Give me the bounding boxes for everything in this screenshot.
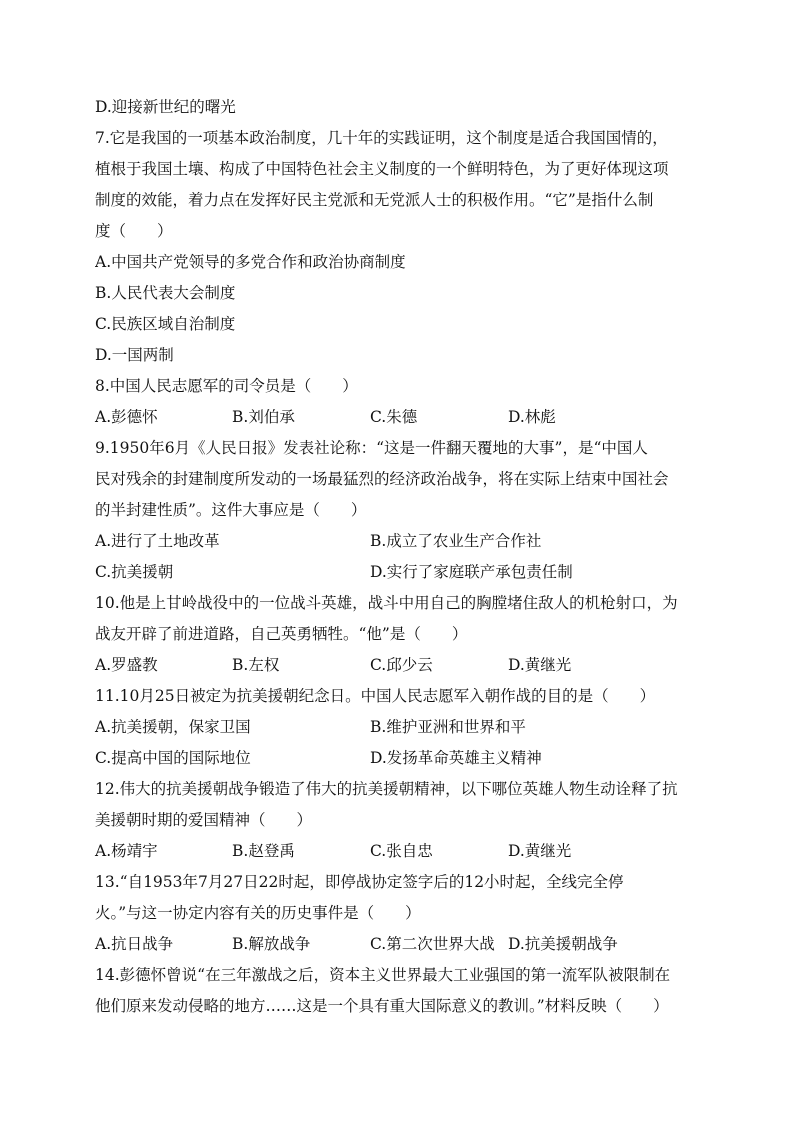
q11-option-b: B.维护亚洲和世界和平 — [370, 718, 526, 736]
q10-stem-line-2: 战友开辟了前进道路，自己英勇牺牲。“他”是（ ） — [95, 625, 468, 643]
question-content — [95, 92, 705, 1022]
q11-option-a: A.抗美援朝，保家卫国 — [95, 718, 251, 736]
q7-option-c: C.民族区域自治制度 — [95, 315, 236, 333]
q13-option-d: D.抗美援朝战争 — [508, 935, 618, 953]
q7-stem-line-1: 7.它是我国的一项基本政治制度，几十年的实践证明，这个制度是适合我国国情的， — [95, 129, 668, 147]
q8-options — [95, 402, 705, 433]
q6-option-d: D.迎接新世纪的曙光 — [95, 98, 236, 116]
q9-stem-line-3: 的半封建性质”。这件大事应是（ ） — [95, 501, 367, 519]
q12-stem-line-1: 12.伟大的抗美援朝战争锻造了伟大的抗美援朝精神，以下哪位英雄人物生动诠释了抗 — [95, 780, 678, 798]
q7-option-a: A.中国共产党领导的多党合作和政治协商制度 — [95, 253, 406, 271]
q12-option-b: B.赵登禹 — [232, 842, 295, 860]
q11-stem: 11.10月25日被定为抗美援朝纪念日。中国人民志愿军入朝作战的目的是（ ） — [95, 687, 656, 705]
q7-option-d: D.一国两制 — [95, 346, 174, 364]
q12-options — [95, 836, 705, 867]
q7-stem-line-4: 度（ ） — [95, 222, 173, 240]
q10-stem-line-1: 10.他是上甘岭战役中的一位战斗英雄，战斗中用自己的胸膛堵住敌人的机枪射口，为 — [95, 594, 678, 612]
q13-options — [95, 929, 705, 960]
q10-options — [95, 650, 705, 681]
q9-option-a: A.进行了土地改革 — [95, 532, 220, 550]
q9-option-b: B.成立了农业生产合作社 — [370, 532, 542, 550]
q9-option-d: D.实行了家庭联产承包责任制 — [370, 563, 573, 581]
q13-option-b: B.解放战争 — [232, 935, 311, 953]
q14-stem-line-2: 他们原来发动侵略的地方……这是一个具有重大国际意义的教训。”材料反映（ ） — [95, 997, 669, 1015]
q8-option-c: C.朱德 — [370, 408, 418, 426]
q8-option-a: A.彭德怀 — [95, 408, 158, 426]
q13-stem-line-2: 火。”与这一协定内容有关的历史事件是（ ） — [95, 904, 421, 922]
q12-option-a: A.杨靖宇 — [95, 842, 158, 860]
q8-option-b: B.刘伯承 — [232, 408, 295, 426]
q12-option-c: C.张自忠 — [370, 842, 433, 860]
q10-option-d: D.黄继光 — [508, 656, 572, 674]
q10-option-a: A.罗盛教 — [95, 656, 158, 674]
q8-option-d: D.林彪 — [508, 408, 556, 426]
q12-option-d: D.黄继光 — [508, 842, 572, 860]
q8-stem: 8.中国人民志愿军的司令员是（ ） — [95, 377, 358, 395]
q7-stem-line-2: 植根于我国土壤、构成了中国特色社会主义制度的一个鲜明特色，为了更好体现这项 — [95, 160, 669, 178]
q10-option-b: B.左权 — [232, 656, 280, 674]
q9-option-c: C.抗美援朝 — [95, 563, 174, 581]
q11-option-c: C.提高中国的国际地位 — [95, 749, 251, 767]
q11-options-row-2 — [95, 743, 705, 774]
q13-option-c: C.第二次世界大战 — [370, 935, 495, 953]
q7-stem-line-3: 制度的效能，着力点在发挥好民主党派和无党派人士的积极作用。“它”是指什么制 — [95, 191, 654, 209]
q13-stem-line-1: 13.“自1953年7月27日22时起，即停战协定签字后的12小时起，全线完全停 — [95, 873, 624, 891]
q12-stem-line-2: 美援朝时期的爱国精神（ ） — [95, 811, 313, 829]
q10-option-c: C.邱少云 — [370, 656, 433, 674]
q13-option-a: A.抗日战争 — [95, 935, 174, 953]
q7-option-b: B.人民代表大会制度 — [95, 284, 236, 302]
q9-options-row-1 — [95, 526, 705, 557]
q11-options-row-1 — [95, 712, 705, 743]
q9-options-row-2 — [95, 557, 705, 588]
q9-stem-line-2: 民对残余的封建制度所发动的一场最猛烈的经济政治战争，将在实际上结束中国社会 — [95, 470, 669, 488]
q11-option-d: D.发扬革命英雄主义精神 — [370, 749, 542, 767]
q9-stem-line-1: 9.1950年6月《人民日报》发表社论称：“这是一件翻天覆地的大事”，是“中国人 — [95, 439, 648, 457]
q14-stem-line-1: 14.彭德怀曾说“在三年激战之后，资本主义世界最大工业强国的第一流军队被限制在 — [95, 966, 671, 984]
